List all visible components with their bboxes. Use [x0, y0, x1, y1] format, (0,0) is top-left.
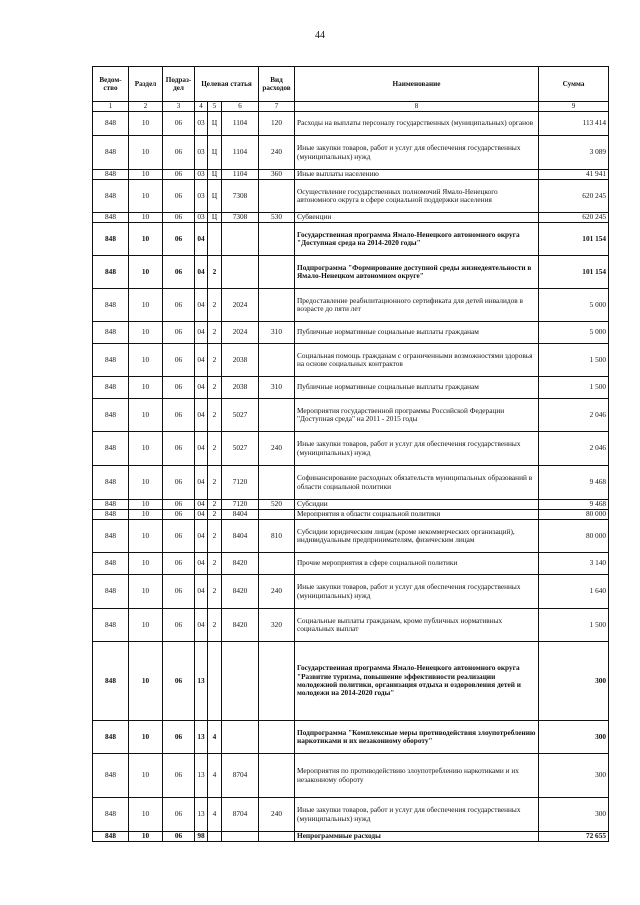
- table-row: [93, 575, 609, 609]
- program-code-cell: 13: [195, 642, 208, 721]
- department-cell: 848: [93, 754, 129, 798]
- subprogram-code-cell: Ц: [208, 170, 222, 180]
- program-code-cell: 13: [195, 721, 208, 754]
- column-index: 5: [208, 102, 222, 112]
- subsection-cell: 06: [163, 520, 195, 553]
- name-cell: Иные закупки товаров, работ и услуг для обеспечения государственных (муниципальных) нужд: [295, 798, 539, 832]
- subprogram-code-cell: [208, 832, 222, 842]
- subsection-cell: 06: [163, 466, 195, 500]
- program-code-cell: 13: [195, 798, 208, 832]
- article-code-cell: 2038: [222, 377, 259, 399]
- sum-cell: 1 640: [539, 575, 609, 609]
- section-cell: 10: [129, 500, 163, 510]
- department-cell: 848: [93, 399, 129, 432]
- table-row: [93, 180, 609, 213]
- table-row: [93, 432, 609, 466]
- name-cell: Непрограммные расходы: [295, 832, 539, 842]
- article-code-cell: 8704: [222, 754, 259, 798]
- section-cell: 10: [129, 289, 163, 322]
- department-cell: 848: [93, 500, 129, 510]
- name-cell: Мероприятия в области социальной политики: [295, 510, 539, 520]
- expense-type-cell: 320: [259, 609, 295, 642]
- expense-type-cell: 520: [259, 500, 295, 510]
- program-code-cell: 04: [195, 575, 208, 609]
- sum-cell: 72 655: [539, 832, 609, 842]
- subsection-cell: 06: [163, 322, 195, 344]
- subprogram-code-cell: 4: [208, 798, 222, 832]
- table-row: [93, 377, 609, 399]
- sum-cell: 620 245: [539, 213, 609, 223]
- subsection-cell: 06: [163, 832, 195, 842]
- header-section: Раздел: [129, 67, 163, 102]
- department-cell: 848: [93, 575, 129, 609]
- name-cell: Подпрограмма "Комплексные меры противодействия злоупотреблению наркотиками и их незаконному обороту": [295, 721, 539, 754]
- department-cell: 848: [93, 798, 129, 832]
- name-cell: Субвенции: [295, 213, 539, 223]
- department-cell: 848: [93, 136, 129, 170]
- article-code-cell: 1104: [222, 136, 259, 170]
- subprogram-code-cell: 2: [208, 520, 222, 553]
- column-index: 1: [93, 102, 129, 112]
- program-code-cell: 04: [195, 256, 208, 289]
- subprogram-code-cell: 2: [208, 289, 222, 322]
- name-cell: Иные закупки товаров, работ и услуг для обеспечения государственных (муниципальных) нужд: [295, 432, 539, 466]
- expense-type-cell: 310: [259, 322, 295, 344]
- section-cell: 10: [129, 832, 163, 842]
- subsection-cell: 06: [163, 510, 195, 520]
- subsection-cell: 06: [163, 500, 195, 510]
- department-cell: 848: [93, 256, 129, 289]
- subsection-cell: 06: [163, 399, 195, 432]
- sum-cell: 101 154: [539, 223, 609, 256]
- program-code-cell: 03: [195, 112, 208, 136]
- table-row: [93, 213, 609, 223]
- table-row: [93, 721, 609, 754]
- section-cell: 10: [129, 344, 163, 377]
- article-code-cell: 1104: [222, 170, 259, 180]
- section-cell: 10: [129, 520, 163, 553]
- column-index: 8: [295, 102, 539, 112]
- program-code-cell: 03: [195, 136, 208, 170]
- name-cell: Осуществление государственных полномочий Ямало-Ненецкого автономного округа в сфере социальной поддержки населения: [295, 180, 539, 213]
- program-code-cell: 04: [195, 520, 208, 553]
- program-code-cell: 04: [195, 322, 208, 344]
- sum-cell: 3 089: [539, 136, 609, 170]
- department-cell: 848: [93, 377, 129, 399]
- department-cell: 848: [93, 223, 129, 256]
- program-code-cell: 13: [195, 754, 208, 798]
- sum-cell: 300: [539, 798, 609, 832]
- expense-type-cell: [259, 344, 295, 377]
- article-code-cell: 8420: [222, 609, 259, 642]
- article-code-cell: 7120: [222, 466, 259, 500]
- page-number: 44: [315, 30, 325, 41]
- section-cell: 10: [129, 256, 163, 289]
- table-row: [93, 112, 609, 136]
- article-code-cell: [222, 256, 259, 289]
- column-index: 2: [129, 102, 163, 112]
- subprogram-code-cell: 4: [208, 721, 222, 754]
- subsection-cell: 06: [163, 170, 195, 180]
- program-code-cell: 04: [195, 344, 208, 377]
- article-code-cell: 7120: [222, 500, 259, 510]
- department-cell: 848: [93, 721, 129, 754]
- expense-type-cell: 530: [259, 213, 295, 223]
- subsection-cell: 06: [163, 798, 195, 832]
- sum-cell: 300: [539, 754, 609, 798]
- subprogram-code-cell: 2: [208, 575, 222, 609]
- subsection-cell: 06: [163, 754, 195, 798]
- subsection-cell: 06: [163, 609, 195, 642]
- subprogram-code-cell: 4: [208, 754, 222, 798]
- subprogram-code-cell: 2: [208, 344, 222, 377]
- column-index: 7: [259, 102, 295, 112]
- header-expense-type: Вид расходов: [259, 67, 295, 102]
- table-row: [93, 399, 609, 432]
- expense-type-cell: [259, 721, 295, 754]
- subprogram-code-cell: 2: [208, 510, 222, 520]
- program-code-cell: 04: [195, 432, 208, 466]
- subprogram-code-cell: 2: [208, 609, 222, 642]
- sum-cell: 300: [539, 721, 609, 754]
- department-cell: 848: [93, 112, 129, 136]
- budget-table: [92, 66, 609, 842]
- program-code-cell: 04: [195, 553, 208, 575]
- expense-type-cell: [259, 466, 295, 500]
- section-cell: 10: [129, 798, 163, 832]
- header-target-article: Целевая статья: [195, 67, 259, 102]
- article-code-cell: 8704: [222, 798, 259, 832]
- article-code-cell: 7308: [222, 213, 259, 223]
- name-cell: Мероприятия по противодействию злоупотреблению наркотиками и их незаконному обороту: [295, 754, 539, 798]
- expense-type-cell: [259, 399, 295, 432]
- department-cell: 848: [93, 344, 129, 377]
- name-cell: Мероприятия государственной программы Российской Федерации "Доступная среда" на 2011 - 2015 годы: [295, 399, 539, 432]
- column-index: 9: [539, 102, 609, 112]
- subprogram-code-cell: 2: [208, 377, 222, 399]
- article-code-cell: 8420: [222, 575, 259, 609]
- expense-type-cell: 360: [259, 170, 295, 180]
- section-cell: 10: [129, 223, 163, 256]
- section-cell: 10: [129, 322, 163, 344]
- table-row: [93, 553, 609, 575]
- table-row: [93, 223, 609, 256]
- subsection-cell: 06: [163, 432, 195, 466]
- table-row: [93, 289, 609, 322]
- department-cell: 848: [93, 180, 129, 213]
- article-code-cell: 8404: [222, 510, 259, 520]
- section-cell: 10: [129, 510, 163, 520]
- sum-cell: 620 245: [539, 180, 609, 213]
- sum-cell: 3 140: [539, 553, 609, 575]
- department-cell: 848: [93, 432, 129, 466]
- subsection-cell: 06: [163, 256, 195, 289]
- subprogram-code-cell: [208, 642, 222, 721]
- header-department: Ведом-ство: [93, 67, 129, 102]
- program-code-cell: 04: [195, 466, 208, 500]
- expense-type-cell: 120: [259, 112, 295, 136]
- table-row: [93, 642, 609, 721]
- section-cell: 10: [129, 136, 163, 170]
- column-index: 6: [222, 102, 259, 112]
- table-row: [93, 798, 609, 832]
- section-cell: 10: [129, 399, 163, 432]
- article-code-cell: 7308: [222, 180, 259, 213]
- expense-type-cell: [259, 642, 295, 721]
- column-index: 3: [163, 102, 195, 112]
- article-code-cell: 1104: [222, 112, 259, 136]
- article-code-cell: [222, 642, 259, 721]
- table-row: [93, 322, 609, 344]
- name-cell: Иные закупки товаров, работ и услуг для обеспечения государственных (муниципальных) нужд: [295, 136, 539, 170]
- table-row: [93, 609, 609, 642]
- subsection-cell: 06: [163, 344, 195, 377]
- sum-cell: 101 154: [539, 256, 609, 289]
- sum-cell: 1 500: [539, 377, 609, 399]
- section-cell: 10: [129, 642, 163, 721]
- department-cell: 848: [93, 832, 129, 842]
- program-code-cell: 04: [195, 500, 208, 510]
- expense-type-cell: 240: [259, 575, 295, 609]
- subsection-cell: 06: [163, 136, 195, 170]
- name-cell: Государственная программа Ямало-Ненецкого автономного округа "Доступная среда на 2014-2020 годы": [295, 223, 539, 256]
- department-cell: 848: [93, 170, 129, 180]
- header-sum: Сумма: [539, 67, 609, 102]
- expense-type-cell: [259, 180, 295, 213]
- section-cell: 10: [129, 377, 163, 399]
- subsection-cell: 06: [163, 223, 195, 256]
- table-row: [93, 832, 609, 842]
- article-code-cell: 5027: [222, 432, 259, 466]
- expense-type-cell: [259, 289, 295, 322]
- subprogram-code-cell: [208, 223, 222, 256]
- section-cell: 10: [129, 575, 163, 609]
- section-cell: 10: [129, 180, 163, 213]
- expense-type-cell: 240: [259, 798, 295, 832]
- program-code-cell: 03: [195, 213, 208, 223]
- name-cell: Иные закупки товаров, работ и услуг для обеспечения государственных (муниципальных) нужд: [295, 575, 539, 609]
- sum-cell: 80 000: [539, 510, 609, 520]
- program-code-cell: 04: [195, 510, 208, 520]
- program-code-cell: 03: [195, 170, 208, 180]
- subprogram-code-cell: 2: [208, 399, 222, 432]
- expense-type-cell: [259, 754, 295, 798]
- department-cell: 848: [93, 289, 129, 322]
- name-cell: Иные выплаты населению: [295, 170, 539, 180]
- section-cell: 10: [129, 466, 163, 500]
- header-name: Наименование: [295, 67, 539, 102]
- sum-cell: 113 414: [539, 112, 609, 136]
- subprogram-code-cell: Ц: [208, 213, 222, 223]
- expense-type-cell: 240: [259, 432, 295, 466]
- table-row: [93, 500, 609, 510]
- sum-cell: 9 468: [539, 500, 609, 510]
- name-cell: Предоставление реабилитационного сертификата для детей инвалидов в возрасте до пяти лет: [295, 289, 539, 322]
- column-index: 4: [195, 102, 208, 112]
- department-cell: 848: [93, 322, 129, 344]
- section-cell: 10: [129, 432, 163, 466]
- article-code-cell: 5027: [222, 399, 259, 432]
- expense-type-cell: [259, 553, 295, 575]
- header-row: [93, 67, 609, 102]
- table-row: [93, 344, 609, 377]
- subsection-cell: 06: [163, 575, 195, 609]
- program-code-cell: 04: [195, 377, 208, 399]
- subsection-cell: 06: [163, 721, 195, 754]
- section-cell: 10: [129, 553, 163, 575]
- section-cell: 10: [129, 754, 163, 798]
- expense-type-cell: [259, 223, 295, 256]
- name-cell: Субсидии юридическим лицам (кроме некоммерческих организаций), индивидуальным предпринимателям, физическим лицам: [295, 520, 539, 553]
- sum-cell: 2 046: [539, 399, 609, 432]
- table-row: [93, 754, 609, 798]
- sum-cell: 5 000: [539, 289, 609, 322]
- sum-cell: 80 000: [539, 520, 609, 553]
- name-cell: Социальные выплаты гражданам, кроме публичных нормативных социальных выплат: [295, 609, 539, 642]
- subprogram-code-cell: 2: [208, 466, 222, 500]
- name-cell: Прочие мероприятия в сфере социальной политики: [295, 553, 539, 575]
- name-cell: Публичные нормативные социальные выплаты гражданам: [295, 377, 539, 399]
- sum-cell: 41 941: [539, 170, 609, 180]
- subprogram-code-cell: Ц: [208, 136, 222, 170]
- subsection-cell: 06: [163, 553, 195, 575]
- section-cell: 10: [129, 213, 163, 223]
- article-code-cell: [222, 223, 259, 256]
- sum-cell: 1 500: [539, 609, 609, 642]
- article-code-cell: 8404: [222, 520, 259, 553]
- expense-type-cell: [259, 832, 295, 842]
- sum-cell: 5 000: [539, 322, 609, 344]
- section-cell: 10: [129, 170, 163, 180]
- subprogram-code-cell: Ц: [208, 112, 222, 136]
- table-row: [93, 256, 609, 289]
- program-code-cell: 04: [195, 609, 208, 642]
- subprogram-code-cell: 2: [208, 322, 222, 344]
- article-code-cell: [222, 832, 259, 842]
- name-cell: Софинансирование расходных обязательств муниципальных образований в области социальной политики: [295, 466, 539, 500]
- article-code-cell: [222, 721, 259, 754]
- department-cell: 848: [93, 642, 129, 721]
- subprogram-code-cell: 2: [208, 553, 222, 575]
- sum-cell: 9 468: [539, 466, 609, 500]
- expense-type-cell: 310: [259, 377, 295, 399]
- department-cell: 848: [93, 466, 129, 500]
- header-subsection: Подраз-дел: [163, 67, 195, 102]
- table-row: [93, 520, 609, 553]
- name-cell: Подпрограмма "Формирование доступной среды жизнедеятельности в Ямало-Ненецком автономном округе": [295, 256, 539, 289]
- subprogram-code-cell: Ц: [208, 180, 222, 213]
- section-cell: 10: [129, 609, 163, 642]
- sum-cell: 300: [539, 642, 609, 721]
- article-code-cell: 8420: [222, 553, 259, 575]
- table-row: [93, 466, 609, 500]
- table-row: [93, 510, 609, 520]
- article-code-cell: 2024: [222, 289, 259, 322]
- subsection-cell: 06: [163, 213, 195, 223]
- expense-type-cell: [259, 510, 295, 520]
- expense-type-cell: [259, 256, 295, 289]
- subsection-cell: 06: [163, 289, 195, 322]
- subprogram-code-cell: 2: [208, 500, 222, 510]
- subsection-cell: 06: [163, 180, 195, 213]
- program-code-cell: 04: [195, 289, 208, 322]
- section-cell: 10: [129, 112, 163, 136]
- name-cell: Социальная помощь гражданам с ограниченными возможностями здоровья на основе социальных контрактов: [295, 344, 539, 377]
- article-code-cell: 2024: [222, 322, 259, 344]
- subprogram-code-cell: 2: [208, 432, 222, 466]
- department-cell: 848: [93, 553, 129, 575]
- section-cell: 10: [129, 721, 163, 754]
- expense-type-cell: 810: [259, 520, 295, 553]
- table-row: [93, 170, 609, 180]
- program-code-cell: 04: [195, 223, 208, 256]
- department-cell: 848: [93, 520, 129, 553]
- department-cell: 848: [93, 213, 129, 223]
- name-cell: Расходы на выплаты персоналу государственных (муниципальных) органов: [295, 112, 539, 136]
- name-cell: Государственная программа Ямало-Ненецкого автономного округа "Развитие туризма, повышение эффективности реализации молодежной политики, организация отдыха и оздоровления детей и молодежи на 2014-2020 годы": [295, 642, 539, 721]
- program-code-cell: 04: [195, 399, 208, 432]
- department-cell: 848: [93, 510, 129, 520]
- subsection-cell: 06: [163, 112, 195, 136]
- expense-type-cell: 240: [259, 136, 295, 170]
- subsection-cell: 06: [163, 377, 195, 399]
- sum-cell: 1 500: [539, 344, 609, 377]
- name-cell: Публичные нормативные социальные выплаты гражданам: [295, 322, 539, 344]
- article-code-cell: 2038: [222, 344, 259, 377]
- subsection-cell: 06: [163, 642, 195, 721]
- table-row: [93, 136, 609, 170]
- program-code-cell: 98: [195, 832, 208, 842]
- column-index-row: [93, 102, 609, 112]
- name-cell: Субсидии: [295, 500, 539, 510]
- sum-cell: 2 046: [539, 432, 609, 466]
- program-code-cell: 03: [195, 180, 208, 213]
- department-cell: 848: [93, 609, 129, 642]
- subprogram-code-cell: 2: [208, 256, 222, 289]
